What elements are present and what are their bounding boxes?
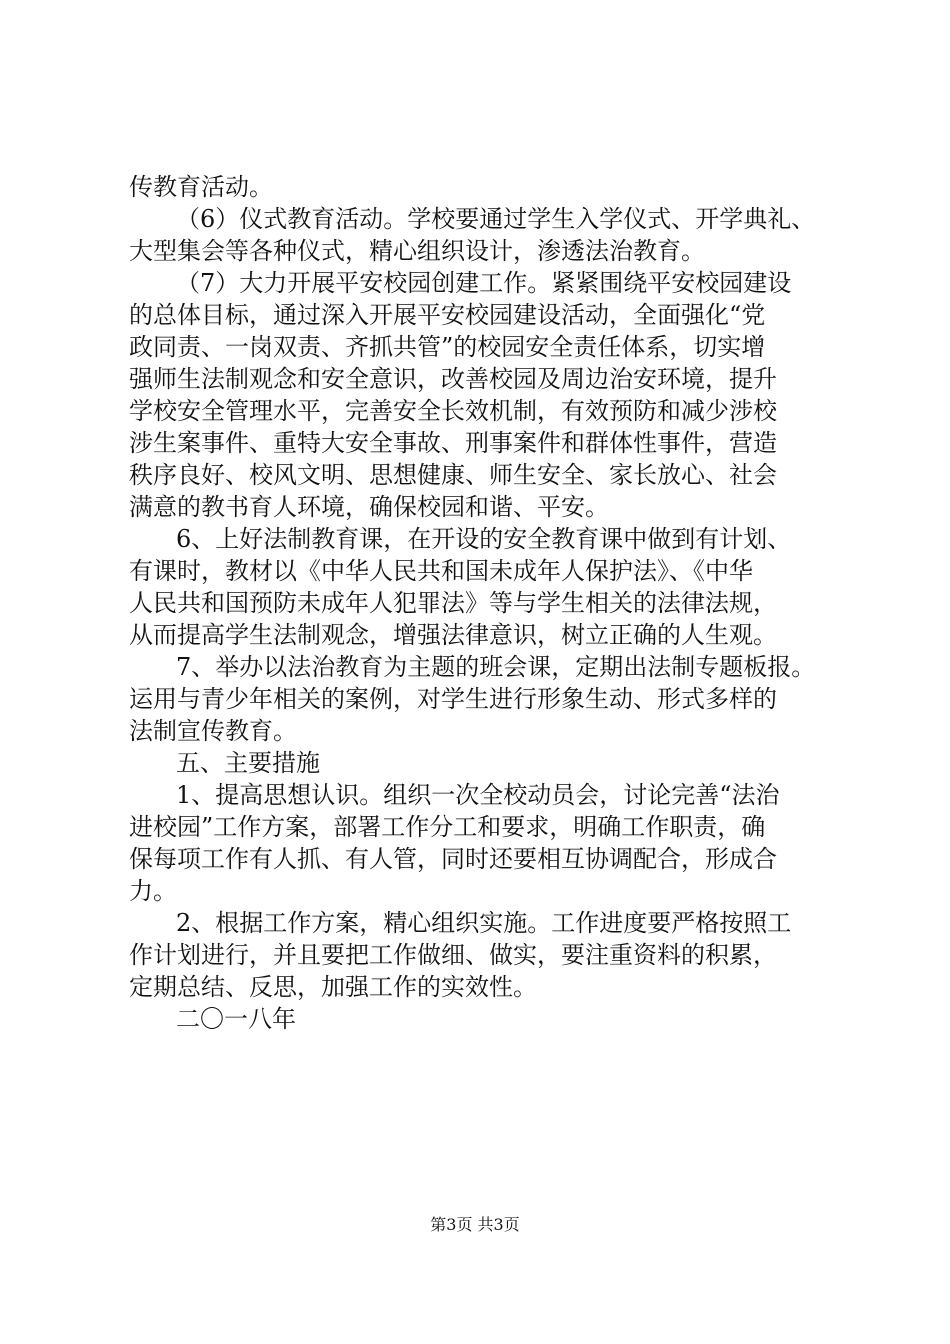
text-line: 学校安全管理水平，完善安全长效机制，有效预防和减少涉校 [129,397,777,425]
text-line: 传教育活动。 [129,173,273,201]
text-line: 6、上好法制教育课，在开设的安全教育课中做到有计划、 [176,525,792,553]
text-line: 7、举办以法治教育为主题的班会课，定期出法制专题板报。 [176,653,816,681]
text-line: 从而提高学生法制观念，增强法律意识，树立正确的人生观。 [129,621,777,649]
text-line: 法制宣传教育。 [129,717,297,745]
text-line: 秩序良好、校风文明、思想健康、师生安全、家长放心、社会 [129,461,777,489]
text-line: 力。 [129,877,177,905]
text-line: 保每项工作有人抓、有人管，同时还要相互协调配合，形成合 [129,845,777,873]
text-line: 的总体目标，通过深入开展平安校园建设活动，全面强化“党 [129,301,766,329]
text-line: 定期总结、反思，加强工作的实效性。 [129,973,537,1001]
text-line: 作计划进行，并且要把工作做细、做实，要注重资料的积累， [129,941,777,969]
text-line: 有课时，教材以《中华人民共和国未成年人保护法》、《中华 [129,557,753,585]
text-line: 运用与青少年相关的案例，对学生进行形象生动、形式多样的 [129,685,777,713]
text-line: （6）仪式教育活动。学校要通过学生入学仪式、开学典礼、 [176,205,816,233]
text-line: 2、根据工作方案，精心组织实施。工作进度要严格按照工 [176,909,792,937]
text-line: 涉生案事件、重特大安全事故、刑事案件和群体性事件，营造 [129,429,777,457]
text-line: 人民共和国预防未成年人犯罪法》等与学生相关的法律法规， [129,589,777,617]
date-line: 二〇一八年 [176,1005,296,1033]
text-line: （7）大力开展平安校园创建工作。紧紧围绕平安校园建设 [176,269,792,297]
text-line: 政同责、一岗双责、齐抓共管”的校园安全责任体系，切实增 [129,333,766,361]
text-line: 大型集会等各种仪式，精心组织设计，渗透法治教育。 [129,237,705,265]
text-line: 进校园”工作方案，部署工作分工和要求，明确工作职责，确 [129,813,766,841]
text-line: 满意的教书育人环境，确保校园和谐、平安。 [129,493,609,521]
section-heading: 五、主要措施 [176,749,320,777]
page-number-footer: 第3页 共3页 [430,1215,520,1234]
text-line: 强师生法制观念和安全意识，改善校园及周边治安环境，提升 [129,365,777,393]
text-line: 1、提高思想认识。组织一次全校动员会，讨论完善“法治 [176,781,780,809]
